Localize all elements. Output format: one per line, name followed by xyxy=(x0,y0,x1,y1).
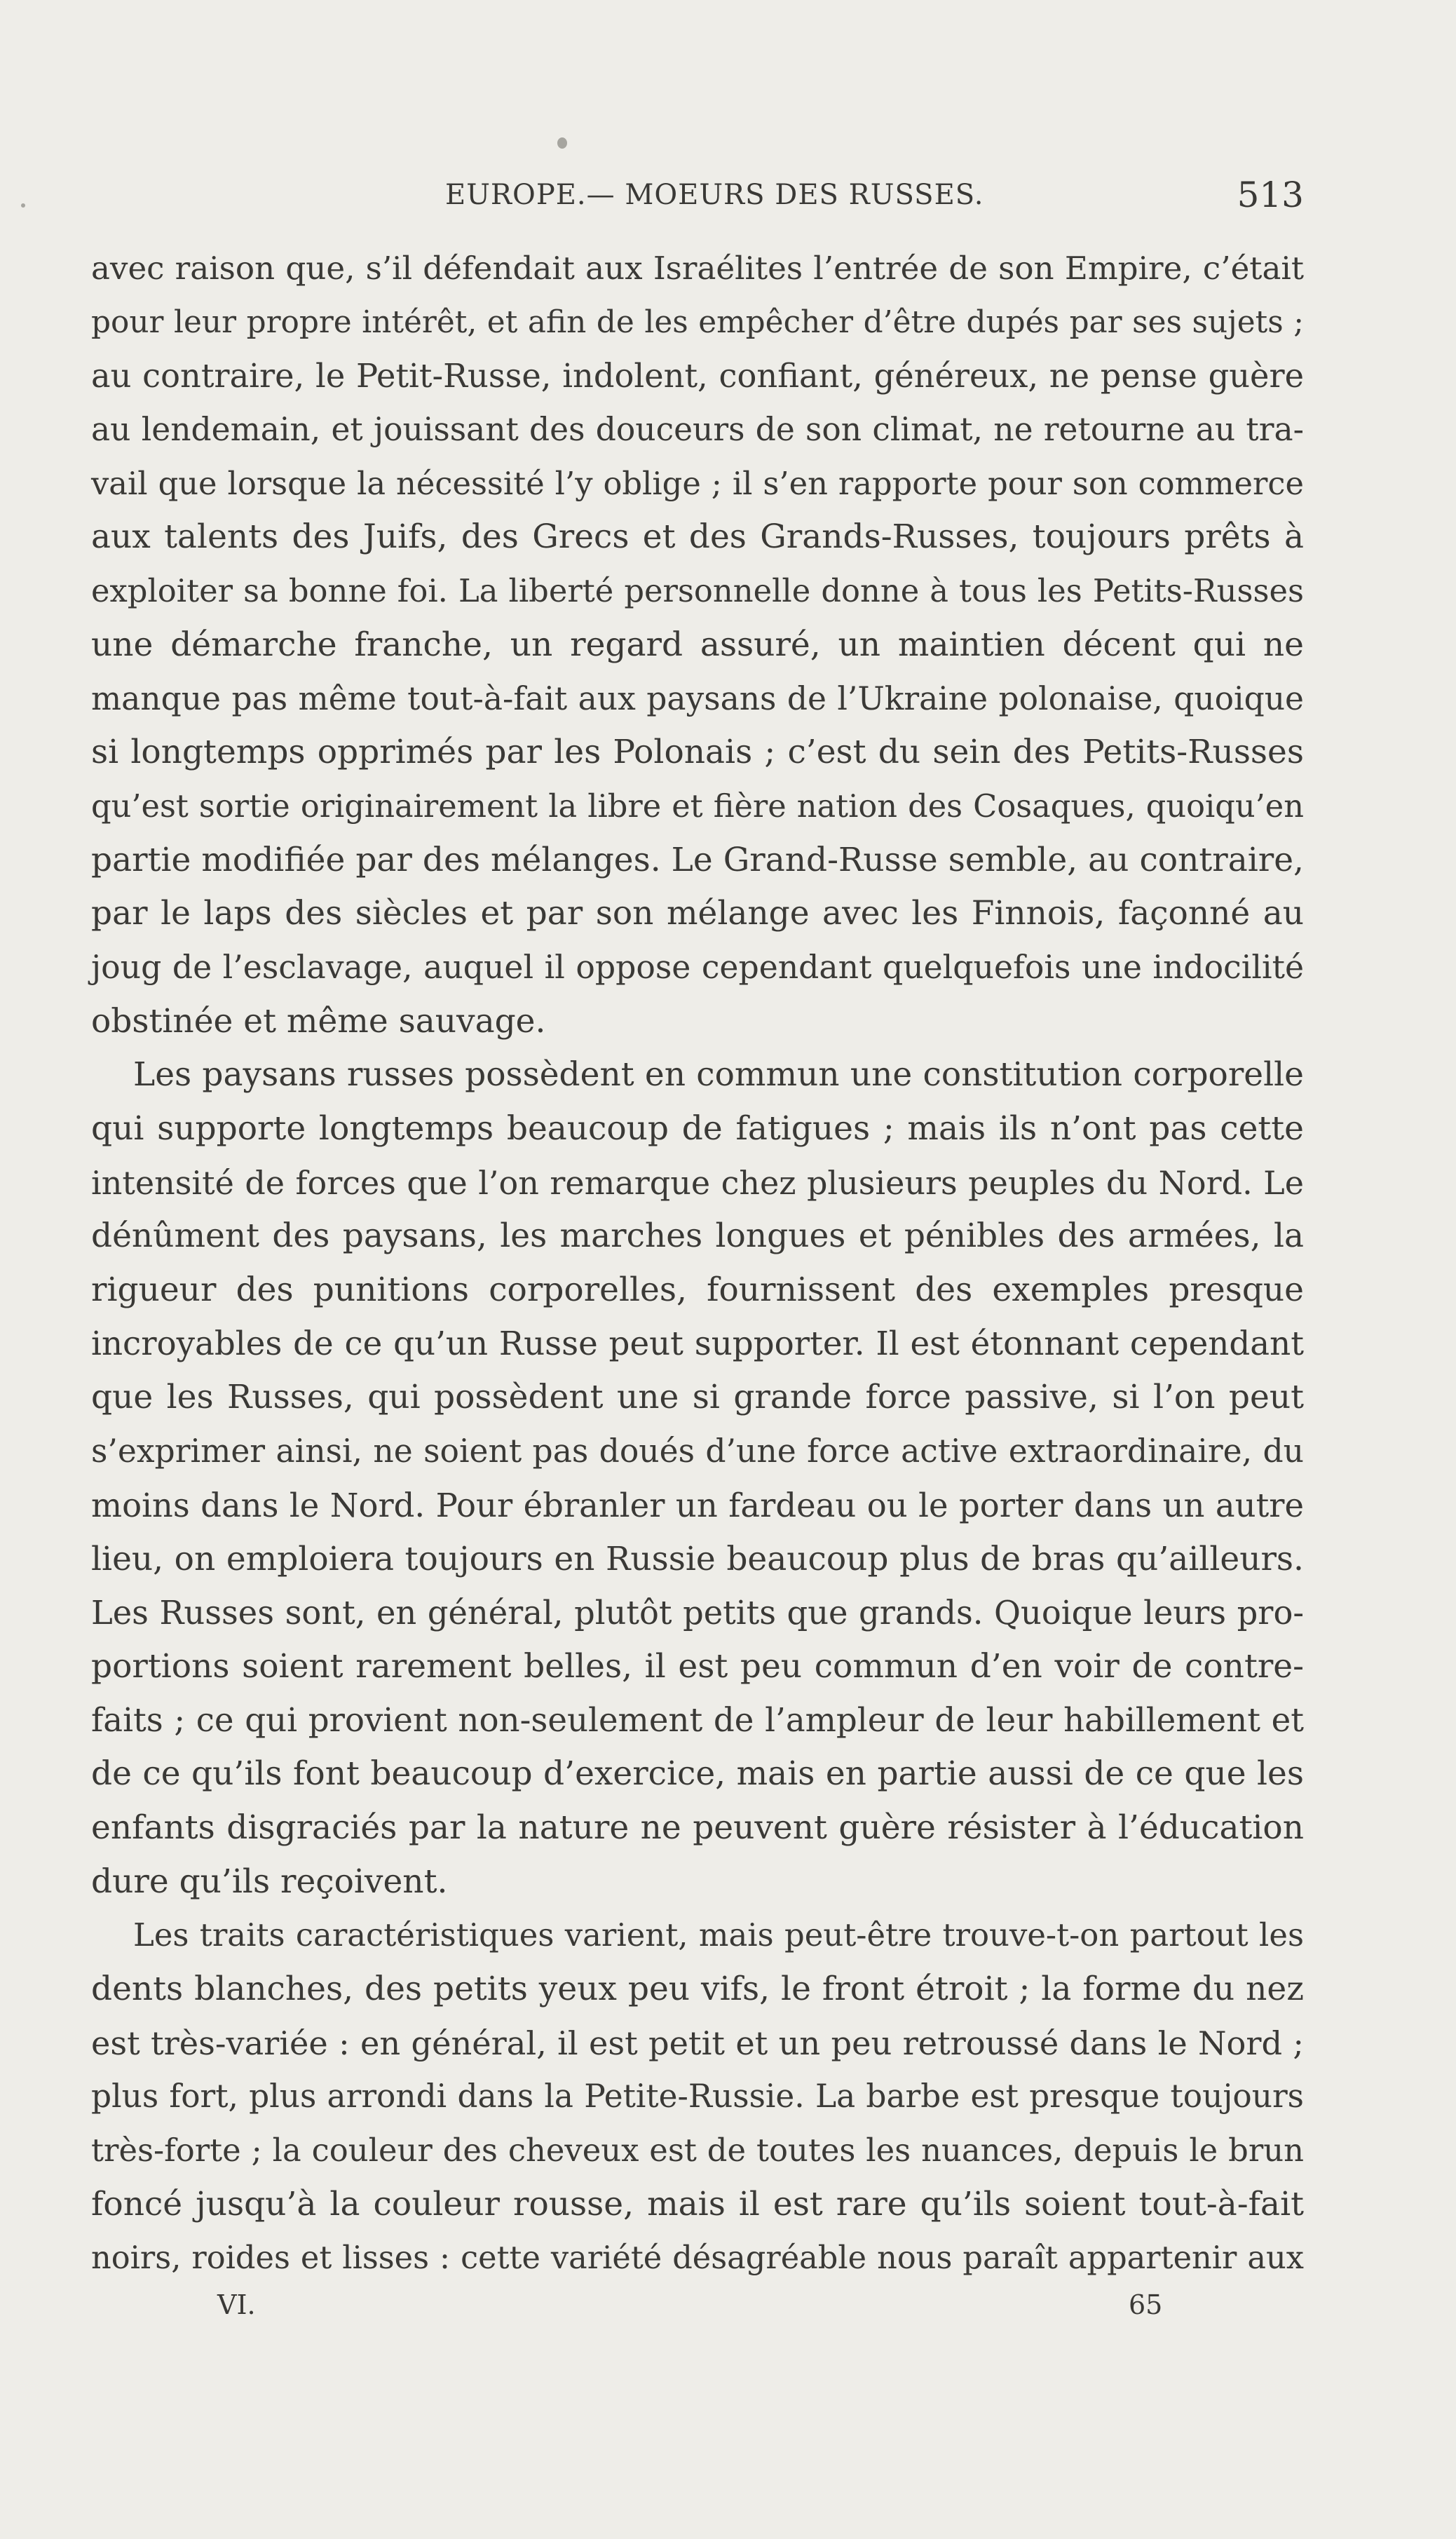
text-line: de ce qu’ils font beaucoup d’exercice, mais en partie aussi de ce que les xyxy=(91,1754,1304,1794)
text-line: enfants disgraciés par la nature ne peuvent guère résister à l’éducation xyxy=(91,1808,1304,1847)
text-line: qui supporte longtemps beaucoup de fatigues ; mais ils n’ont pas cette xyxy=(91,1109,1304,1148)
running-head xyxy=(91,175,1304,221)
text-line: au lendemain, et jouissant des douceurs de son climat, ne retourne au tra- xyxy=(91,411,1304,449)
text-line: qu’est sortie originairement la libre et fière nation des Cosaques, quoiqu’en xyxy=(91,787,1304,825)
ink-speck xyxy=(21,203,25,208)
text-line: très-forte ; la couleur des cheveux est de toutes les nuances, depuis le brun xyxy=(91,2132,1304,2169)
text-line: plus fort, plus arrondi dans la Petite-Russie. La barbe est presque toujours xyxy=(91,2078,1304,2115)
text-line: dents blanches, des petits yeux peu vifs, le front étroit ; la forme du nez xyxy=(91,1970,1304,2008)
text-line: pour leur propre intérêt, et afin de les empêcher d’être dupés par ses sujets ; xyxy=(91,304,1304,340)
text-line: s’exprimer ainsi, ne soient pas doués d’une force active extraordinaire, du xyxy=(91,1433,1304,1470)
text-line: incroyables de ce qu’un Russe peut supporter. Il est étonnant cependant xyxy=(91,1325,1304,1363)
text-line: moins dans le Nord. Pour ébranler un fardeau ou le porter dans un autre xyxy=(91,1486,1304,1524)
text-line-paragraph-end: dure qu’ils reçoivent. xyxy=(91,1862,448,1901)
text-line: dénûment des paysans, les marches longues et pénibles des armées, la xyxy=(91,1217,1304,1256)
text-line: aux talents des Juifs, des Grecs et des Grands-Russes, toujours prêts à xyxy=(91,517,1304,557)
text-line-paragraph-end: obstinée et même sauvage. xyxy=(91,1001,546,1041)
text-line: une démarche franche, un regard assuré, un maintien décent qui ne xyxy=(91,625,1304,664)
text-line: noirs, roides et lisses : cette variété désagréable nous paraît appartenir aux xyxy=(91,2240,1304,2277)
text-line: si longtemps opprimés par les Polonais ; c’est du sein des Petits-Russes xyxy=(91,733,1304,772)
ink-speck xyxy=(557,137,567,149)
text-line: joug de l’esclavage, auquel il oppose cependant quelquefois une indocilité xyxy=(91,948,1304,986)
page-number: 513 xyxy=(1237,175,1304,215)
signature-mark: VI. xyxy=(217,2289,256,2320)
text-line: par le laps des siècles et par son mélange avec les Finnois, façonné au xyxy=(91,894,1304,933)
text-line: manque pas même tout-à-fait aux paysans de l’Ukraine polonaise, quoique xyxy=(91,679,1304,717)
text-line: avec raison que, s’il défendait aux Israélites l’entrée de son Empire, c’était xyxy=(91,250,1304,287)
body-text xyxy=(91,242,1304,2285)
text-line: intensité de forces que l’on remarque chez plusieurs peuples du Nord. Le xyxy=(91,1163,1304,1202)
text-line-paragraph-start: Les paysans russes possèdent en commun une constitution corporelle xyxy=(133,1055,1304,1095)
text-line: rigueur des punitions corporelles, fournissent des exemples presque xyxy=(91,1271,1304,1310)
text-line-paragraph-start: Les traits caractéristiques varient, mais peut-être trouve-t-on partout les xyxy=(133,1916,1304,1954)
sheet-number: 65 xyxy=(1129,2289,1163,2320)
text-line: au contraire, le Petit-Russe, indolent, confiant, généreux, ne pense guère xyxy=(91,357,1304,395)
running-title: EUROPE.— MOEURS DES RUSSES. xyxy=(445,179,984,211)
text-line: Les Russes sont, en général, plutôt petits que grands. Quoique leurs pro- xyxy=(91,1594,1304,1632)
page-footer xyxy=(91,2289,1304,2324)
text-line: exploiter sa bonne foi. La liberté personnelle donne à tous les Petits-Russes xyxy=(91,572,1304,610)
text-line: portions soient rarement belles, il est peu commun d’en voir de contre- xyxy=(91,1646,1304,1686)
text-line: partie modifiée par des mélanges. Le Grand-Russe semble, au contraire, xyxy=(91,840,1304,879)
text-line: est très-variée : en général, il est petit et un peu retroussé dans le Nord ; xyxy=(91,2024,1304,2062)
text-line: que les Russes, qui possèdent une si grande force passive, si l’on peut xyxy=(91,1378,1304,1417)
text-line: foncé jusqu’à la couleur rousse, mais il est rare qu’ils soient tout-à-fait xyxy=(91,2184,1304,2223)
text-line: lieu, on emploiera toujours en Russie beaucoup plus de bras qu’ailleurs. xyxy=(91,1539,1304,1578)
text-line: faits ; ce qui provient non-seulement de l’ampleur de leur habillement et xyxy=(91,1701,1304,1740)
text-line: vail que lorsque la nécessité l’y oblige ; il s’en rapporte pour son commerce xyxy=(91,464,1304,502)
